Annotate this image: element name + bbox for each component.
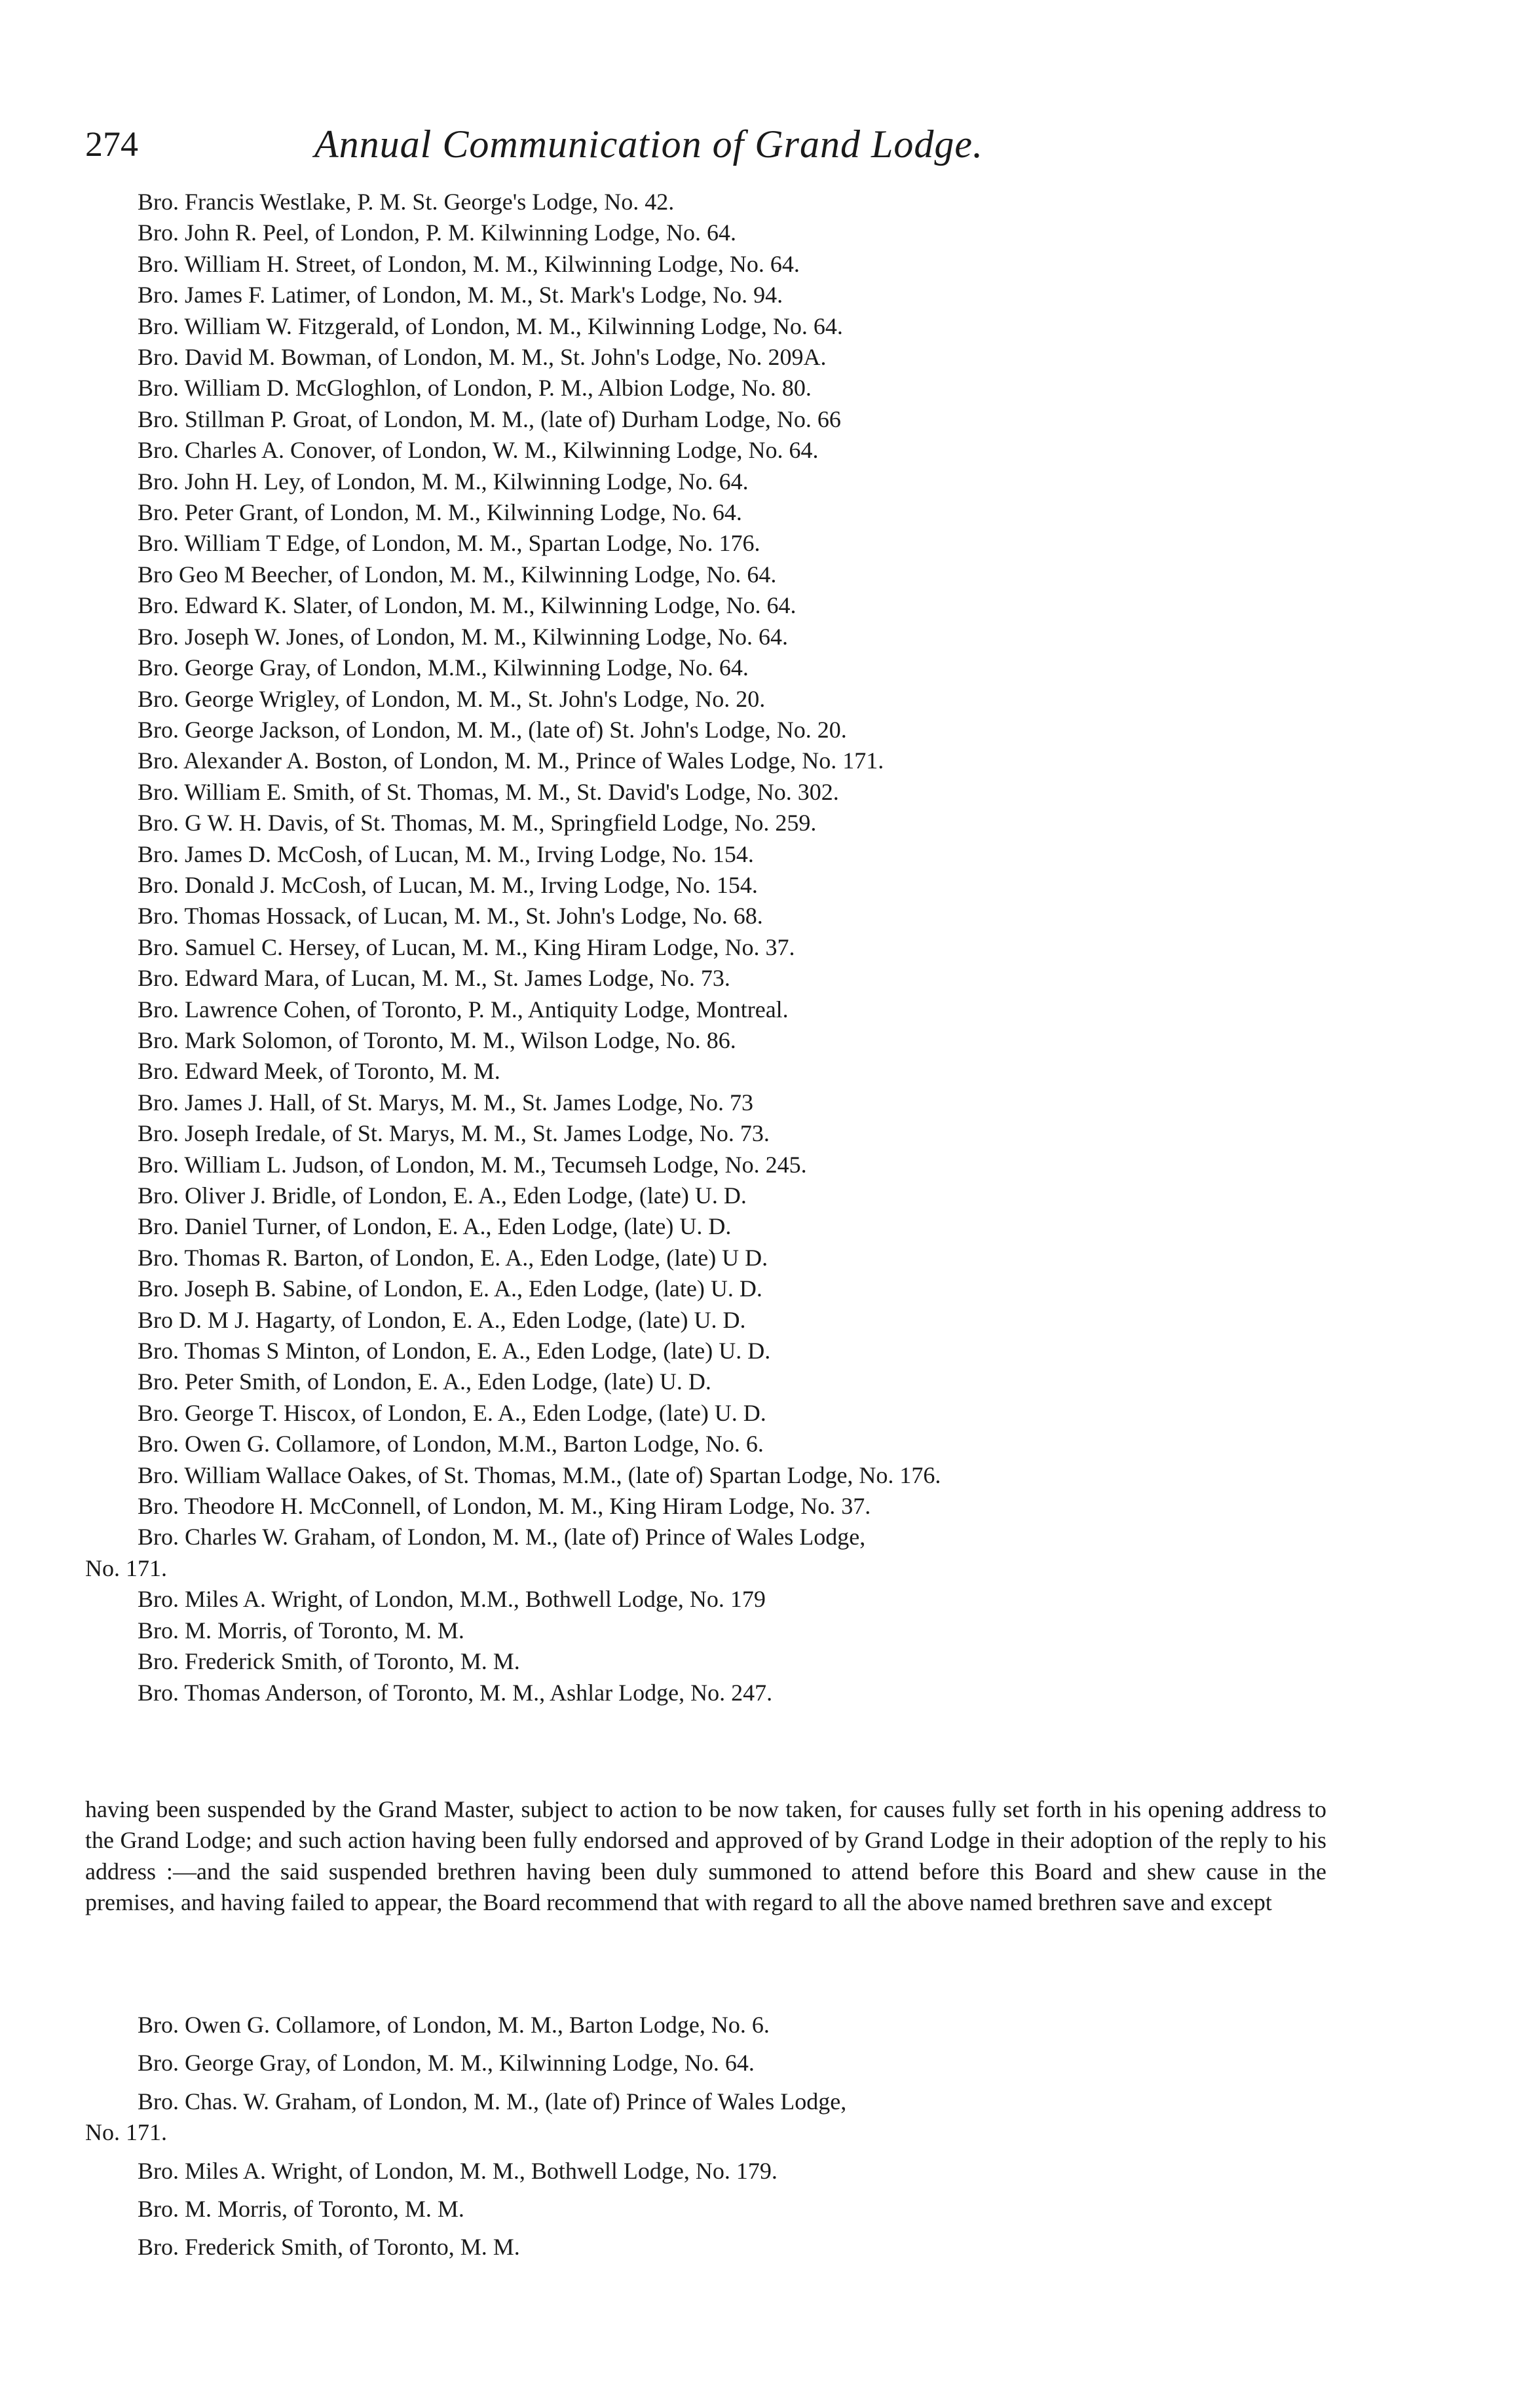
- list-item: Bro. Charles A. Conover, of London, W. M., Kilwinning Lodge, No. 64.: [138, 437, 819, 464]
- list-item: Bro Geo M Beecher, of London, M. M., Kilwinning Lodge, No. 64.: [138, 561, 777, 588]
- list-item: Bro. Mark Solomon, of Toronto, M. M., Wilson Lodge, No. 86.: [138, 1026, 736, 1053]
- list-item: Bro. Joseph Iredale, of St. Marys, M. M., St. James Lodge, No. 73.: [138, 1120, 770, 1147]
- list-item: Bro. Stillman P. Groat, of London, M. M., (late of) Durham Lodge, No. 66: [138, 405, 841, 432]
- list-item: Bro. M. Morris, of Toronto, M. M.: [138, 2196, 464, 2223]
- list-item: Bro. Joseph W. Jones, of London, M. M., Kilwinning Lodge, No. 64.: [138, 623, 788, 650]
- list-item: Bro. Alexander A. Boston, of London, M. M., Prince of Wales Lodge, No. 171.: [138, 747, 884, 774]
- list-item: Bro. Edward Mara, of Lucan, M. M., St. James Lodge, No. 73.: [138, 965, 730, 992]
- list-item: Bro. William Wallace Oakes, of St. Thomas, M.M., (late of) Spartan Lodge, No. 176.: [138, 1461, 941, 1488]
- list-item: Bro. William T Edge, of London, M. M., Spartan Lodge, No. 176.: [138, 530, 760, 557]
- list-item: Bro. Lawrence Cohen, of Toronto, P. M., Antiquity Lodge, Montreal.: [138, 996, 789, 1023]
- list-item: Bro. Thomas Anderson, of Toronto, M. M., Ashlar Lodge, No. 247.: [138, 1679, 773, 1706]
- list-item: Bro. William D. McGloghlon, of London, P. M., Albion Lodge, No. 80.: [138, 375, 812, 402]
- list-item: Bro. William H. Street, of London, M. M., Kilwinning Lodge, No. 64.: [138, 250, 800, 277]
- list-item: Bro. G W. H. Davis, of St. Thomas, M. M., Springfield Lodge, No. 259.: [138, 810, 817, 837]
- list-item: Bro. Thomas R. Barton, of London, E. A., Eden Lodge, (late) U D.: [138, 1244, 768, 1271]
- exceptions-list: [85, 2010, 1330, 2270]
- list-item: Bro. Donald J. McCosh, of Lucan, M. M., Irving Lodge, No. 154.: [138, 871, 758, 898]
- list-item: Bro. John R. Peel, of London, P. M. Kilwinning Lodge, No. 64.: [138, 219, 736, 246]
- list-item-line: Bro. Chas. W. Graham, of London, M. M., (late of) Prince of Wales Lodge,: [138, 2088, 847, 2115]
- list-item: Bro. James D. McCosh, of Lucan, M. M., Irving Lodge, No. 154.: [138, 840, 754, 867]
- list-item: Bro D. M J. Hagarty, of London, E. A., Eden Lodge, (late) U. D.: [138, 1306, 746, 1333]
- list-item: Bro. Owen G. Collamore, of London, M. M., Barton Lodge, No. 6.: [138, 2012, 770, 2038]
- list-item: Bro. George T. Hiscox, of London, E. A., Eden Lodge, (late) U. D.: [138, 1399, 766, 1426]
- list-item: Bro. M. Morris, of Toronto, M. M.: [138, 1617, 464, 1644]
- list-item: [85, 1522, 1330, 1584]
- list-item: Bro. Thomas S Minton, of London, E. A., Eden Lodge, (late) U. D.: [138, 1338, 771, 1364]
- list-item: Bro. Miles A. Wright, of London, M.M., Bothwell Lodge, No. 179: [138, 1586, 766, 1613]
- list-item: Bro. James F. Latimer, of London, M. M., St. Mark's Lodge, No. 94.: [138, 282, 783, 309]
- list-item: Bro. Thomas Hossack, of Lucan, M. M., St. John's Lodge, No. 68.: [138, 903, 763, 930]
- list-item: Bro. Joseph B. Sabine, of London, E. A., Eden Lodge, (late) U. D.: [138, 1275, 762, 1302]
- list-item: Bro. David M. Bowman, of London, M. M., St. John's Lodge, No. 209A.: [138, 344, 827, 371]
- list-item: Bro. James J. Hall, of St. Marys, M. M., St. James Lodge, No. 73: [138, 1089, 753, 1116]
- list-item: Bro. Owen G. Collamore, of London, M.M., Barton Lodge, No. 6.: [138, 1431, 764, 1458]
- list-item: Bro. George Gray, of London, M. M., Kilwinning Lodge, No. 64.: [138, 2050, 755, 2077]
- list-item-line: Bro. Charles W. Graham, of London, M. M., (late of) Prince of Wales Lodge,: [138, 1524, 866, 1551]
- list-item: Bro. Frederick Smith, of Toronto, M. M.: [138, 1648, 520, 1675]
- suspended-brethren-list: [85, 187, 1330, 1708]
- list-item: Bro. Francis Westlake, P. M. St. George's Lodge, No. 42.: [138, 189, 675, 215]
- resolution-paragraph: having been suspended by the Grand Master, subject to action to be now taken, for causes fully set forth in his opening address to the Grand Lodge; and such action having been fully endorsed and approved of by Grand Lodge in their adoption of the reply to his address :—and the said suspended brethren having been duly summoned to attend before this Board and shew cause in the premises, and having failed to appear, the Board recommend that with regard to all the above named brethren save and except: [85, 1796, 1326, 1916]
- list-item: Bro. John H. Ley, of London, M. M., Kilwinning Lodge, No. 64.: [138, 468, 749, 495]
- list-item: Bro. George Gray, of London, M.M., Kilwinning Lodge, No. 64.: [138, 654, 749, 681]
- list-item: Bro. William L. Judson, of London, M. M., Tecumseh Lodge, No. 245.: [138, 1151, 807, 1178]
- list-item-continuation: No. 171.: [85, 1554, 167, 1581]
- list-item-continuation: No. 171.: [85, 2119, 167, 2146]
- list-item: Bro. Peter Smith, of London, E. A., Eden Lodge, (late) U. D.: [138, 1368, 711, 1395]
- list-item: Bro. Edward Meek, of Toronto, M. M.: [138, 1058, 500, 1085]
- list-item: Bro. Oliver J. Bridle, of London, E. A., Eden Lodge, (late) U. D.: [138, 1182, 747, 1209]
- list-item: Bro. Peter Grant, of London, M. M., Kilwinning Lodge, No. 64.: [138, 499, 742, 526]
- list-item: Bro. Edward K. Slater, of London, M. M., Kilwinning Lodge, No. 64.: [138, 592, 797, 619]
- list-item: Bro. Theodore H. McConnell, of London, M. M., King Hiram Lodge, No. 37.: [138, 1493, 871, 1520]
- list-item: Bro. William W. Fitzgerald, of London, M. M., Kilwinning Lodge, No. 64.: [138, 312, 843, 339]
- list-item: Bro. George Jackson, of London, M. M., (late of) St. John's Lodge, No. 20.: [138, 716, 847, 743]
- list-item: Bro. Samuel C. Hersey, of Lucan, M. M., King Hiram Lodge, No. 37.: [138, 933, 795, 960]
- list-item: Bro. William E. Smith, of St. Thomas, M. M., St. David's Lodge, No. 302.: [138, 778, 839, 805]
- running-title: Annual Communication of Grand Lodge.: [314, 122, 983, 166]
- list-item: Bro. George Wrigley, of London, M. M., St. John's Lodge, No. 20.: [138, 685, 766, 712]
- list-item: Bro. Frederick Smith, of Toronto, M. M.: [138, 2234, 520, 2261]
- list-item: Bro. Miles A. Wright, of London, M. M., Bothwell Lodge, No. 179.: [138, 2157, 778, 2184]
- page-header: [85, 118, 1317, 170]
- list-item: [85, 2086, 1330, 2149]
- page-number: 274: [85, 124, 138, 164]
- list-item: Bro. Daniel Turner, of London, E. A., Eden Lodge, (late) U. D.: [138, 1213, 732, 1240]
